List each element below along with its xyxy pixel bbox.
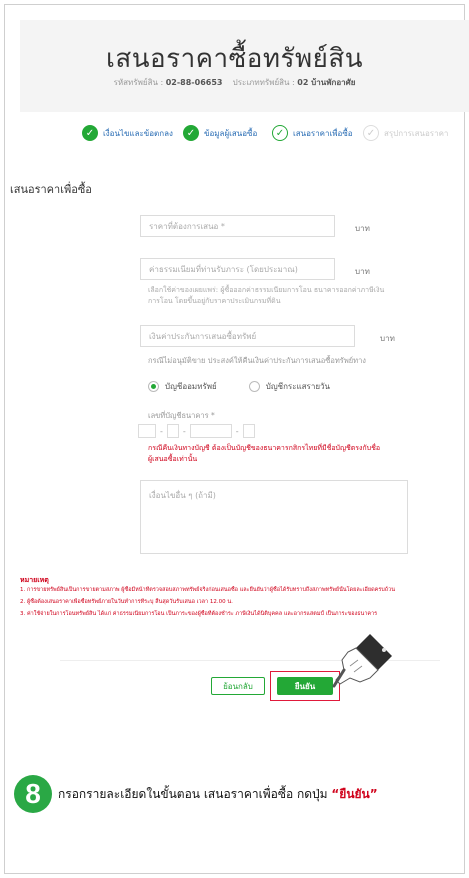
price-unit: บาท — [355, 224, 370, 233]
account-part-2[interactable] — [167, 424, 179, 438]
deposit-placeholder: เงินค่าประกันการเสนอซื้อทรัพย์ — [149, 331, 257, 341]
dash-separator: - — [182, 426, 186, 436]
asset-type-label: ประเภททรัพย์สิน — [232, 78, 290, 87]
dash-separator: - — [235, 426, 239, 436]
instruction-highlight: “ยืนยัน” — [331, 786, 378, 801]
fee-unit: บาท — [355, 267, 370, 276]
check-icon: ✓ — [82, 125, 98, 141]
radio-savings-label: บัญชีออมทรัพย์ — [165, 382, 217, 391]
fee-hint-1: เลือกใช้ค่าของเผยแพร่: ผู้ซื้อออกค่าธรรมเนียมการโอน ธนาคารออกค่าภาษีเงิน — [148, 286, 385, 294]
step-summary — [363, 125, 448, 141]
step-label: เงื่อนไขและข้อตกลง — [103, 128, 173, 138]
refund-hint: กรณีไม่อนุมัติขาย ประสงค์ให้คืนเงินค่าประกันการเสนอซื้อทรัพย์ทาง — [148, 356, 366, 365]
deposit-unit: บาท — [380, 334, 395, 343]
page-title: เสนอราคาซื้อทรัพย์สิน — [105, 44, 364, 74]
check-icon: ✓ — [272, 125, 288, 141]
other-conditions-textarea[interactable] — [140, 480, 408, 554]
fee-placeholder: ค่าธรรมเนียมที่ท่านรับภาระ (โดยประมาณ) — [149, 264, 298, 274]
dash-separator: - — [160, 426, 163, 436]
step-label: ข้อมูลผู้เสนอซื้อ — [204, 128, 258, 138]
step-number-badge: 8 — [14, 775, 52, 813]
instruction-text — [58, 785, 378, 804]
step-buyer-info — [183, 125, 257, 141]
refund-account-type — [148, 380, 330, 393]
remark-item: 2. ผู้ซื้อต้องเสนอราคาเพื่อซื้อทรัพย์ภายในวันทำการที่ระบุ สิ้นสุดวันรับเสนอ เวลา 12.00 น. — [20, 599, 233, 605]
radio-savings[interactable] — [148, 381, 159, 392]
offer-price-placeholder: ราคาที่ต้องการเสนอ * — [149, 221, 225, 231]
account-note-1: กรณีคืนเงินทางบัญชี ต้องเป็นบัญชีของธนาคารกสิกรไทยที่มีชื่อบัญชีตรงกับชื่อ — [148, 444, 381, 452]
account-label: เลขที่บัญชีธนาคาร * — [148, 411, 215, 420]
instruction-main: กรอกรายละเอียดในขั้นตอน เสนอราคาเพื่อซื้อ กดปุ่ม — [58, 786, 328, 801]
account-number-input[interactable] — [138, 424, 255, 438]
remark-item: 3. ค่าใช้จ่ายในการโอนทรัพย์สิน ได้แก่ ค่าธรรมเนียมการโอน เป็นภาระของผู้ซื้อที่ต้องชำระ ภาษีเงินได้นิติบุคคล และอากรแสตมป์ เป็นภาระของธนาคาร — [20, 611, 378, 617]
fee-hint-2: การโอน โดยขึ้นอยู่กับราคาประเมินกรมที่ดิน — [148, 297, 281, 305]
asset-code-label: รหัสทรัพย์สิน — [113, 78, 158, 87]
step-label: สรุปการเสนอราคา — [384, 128, 449, 138]
check-icon: ✓ — [183, 125, 199, 141]
account-part-4[interactable] — [243, 424, 255, 438]
step-offer — [272, 125, 353, 141]
confirm-button[interactable]: ยืนยัน — [277, 677, 333, 695]
progress-steps — [0, 125, 469, 147]
account-part-1[interactable] — [138, 424, 156, 438]
radio-current-label: บัญชีกระแสรายวัน — [265, 382, 330, 391]
asset-type: 02 บ้านพักอาศัย — [297, 78, 356, 87]
instruction-bar — [14, 774, 460, 814]
back-button[interactable]: ย้อนกลับ — [211, 677, 265, 695]
radio-current[interactable] — [249, 381, 260, 392]
step-label: เสนอราคาเพื่อซื้อ — [293, 128, 353, 138]
account-part-3[interactable] — [190, 424, 232, 438]
section-title: เสนอราคาเพื่อซื้อ — [10, 183, 92, 196]
other-conditions-placeholder: เงื่อนไขอื่น ๆ (ถ้ามี) — [149, 491, 216, 500]
check-icon: ✓ — [363, 125, 379, 141]
asset-info: รหัสทรัพย์สิน : 02-88-06653 ประเภททรัพย์สิน : 02 บ้านพักอาศัย — [113, 78, 356, 87]
fee-input[interactable] — [140, 258, 335, 280]
deposit-input[interactable] — [140, 325, 355, 347]
account-note-2: ผู้เสนอซื้อเท่านั้น — [148, 455, 198, 463]
offer-price-input[interactable] — [140, 215, 335, 237]
remarks-title: หมายเหตุ — [20, 576, 49, 584]
asset-code: 02-88-06653 — [165, 78, 223, 87]
step-conditions — [82, 125, 173, 141]
remark-item: 1. การขายทรัพย์สินเป็นการขายตามสภาพ ผู้ซื้อมีหน้าที่ตรวจสอบสภาพทรัพย์จริงก่อนเสนอซื้อ และยืนยันว่าผู้ซื้อได้รับทราบถึงสภาพทรัพย์นั้นโดยละเอียดครบถ้วน — [20, 587, 395, 593]
pointing-hand-icon — [330, 630, 400, 690]
